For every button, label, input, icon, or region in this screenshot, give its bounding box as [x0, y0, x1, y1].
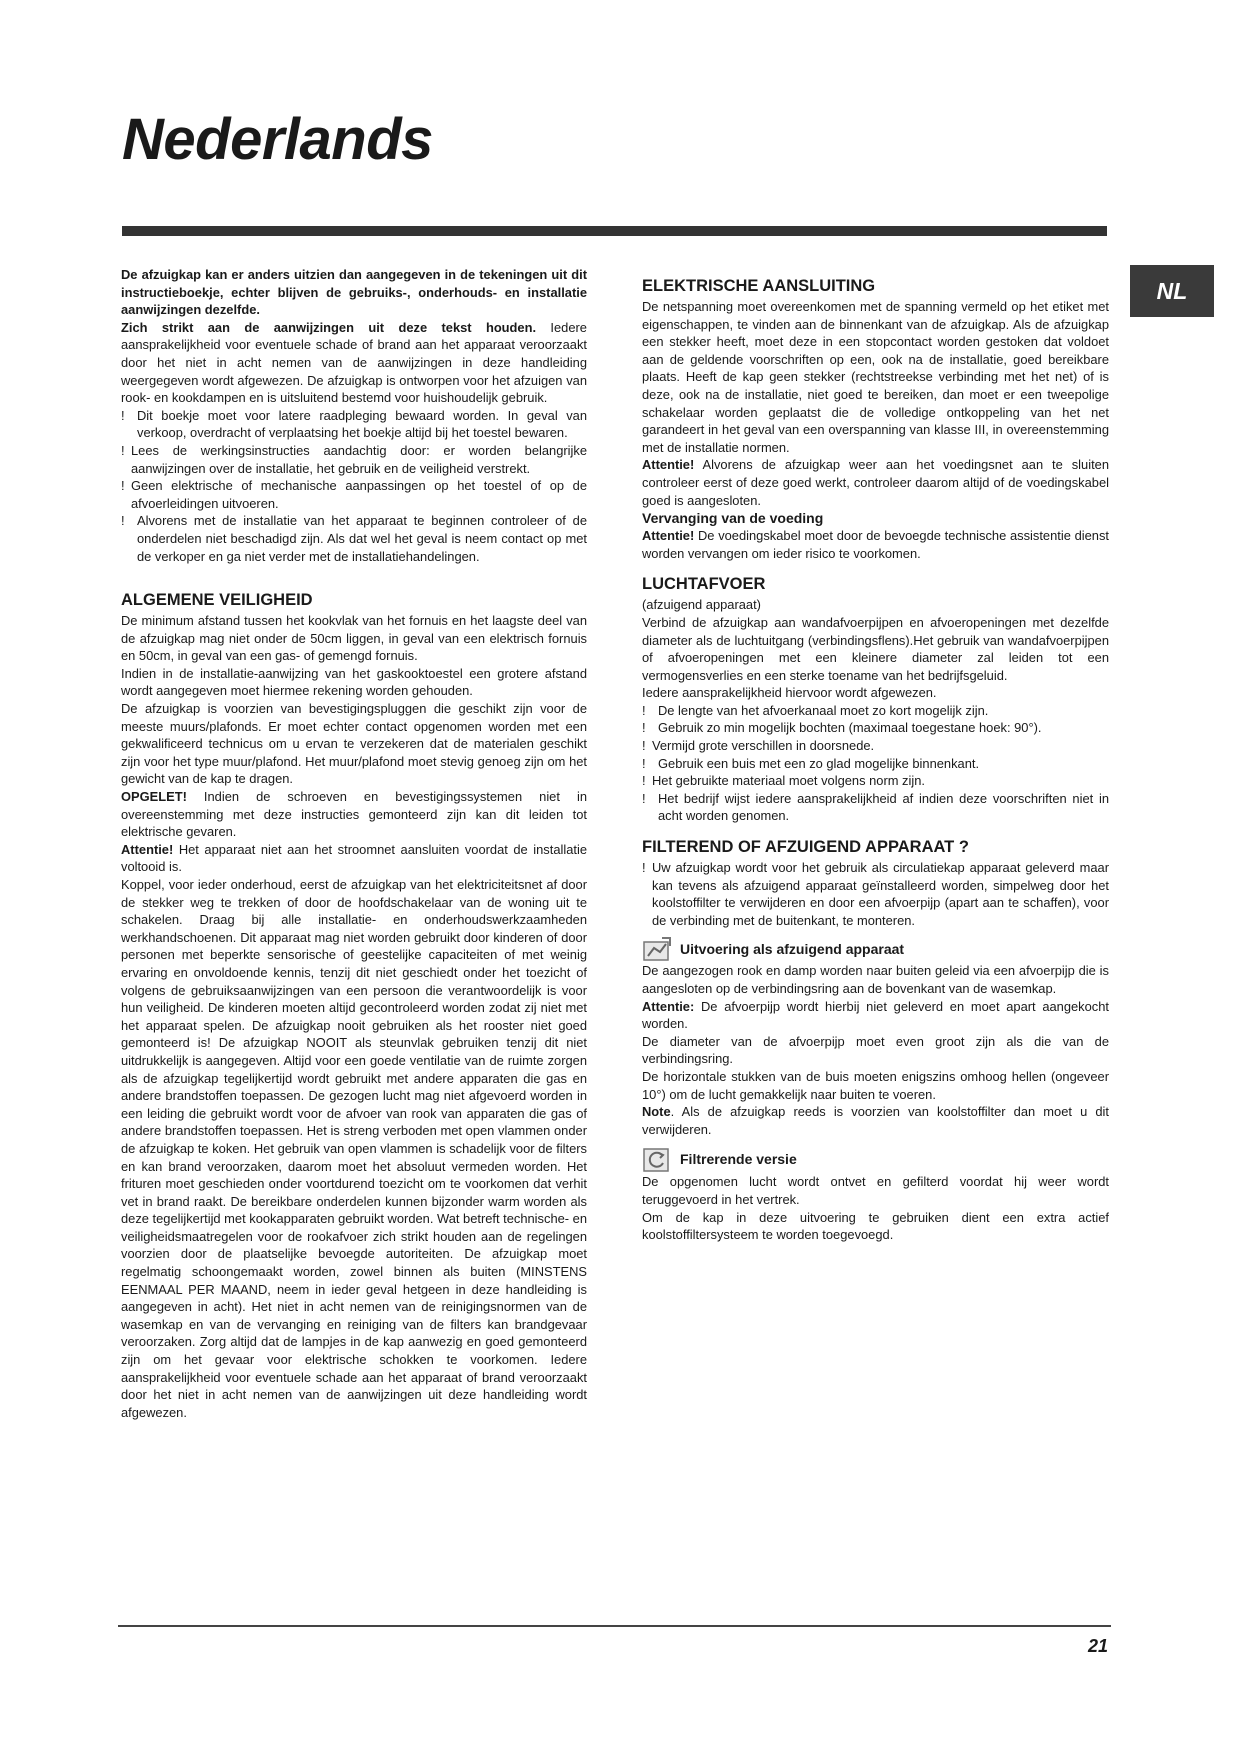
- section-heading-exhaust: LUCHTAFVOER: [642, 575, 766, 594]
- attentie-text: Alvorens de afzuigkap weer aan het voedingsnet aan te sluiten controleer eerst of deze goed werkt, controleer daarom altijd of de voedingskabel goed is aangesloten.: [642, 457, 1109, 508]
- warning-mark: !: [121, 442, 125, 458]
- extraction-paragraph: De diameter van de afvoerpijp moet even groot zijn als die van de verbindingsring.: [642, 1033, 1109, 1067]
- section-heading-filter: FILTEREND OF AFZUIGEND APPARAAT ?: [642, 838, 969, 857]
- list-item: [642, 702, 1109, 720]
- warning-text: Dit boekje moet voor latere raadpleging bewaard worden. In geval van verkoop, overdracht of verplaatsing het boekje altijd bij het toestel bewaren.: [137, 407, 587, 441]
- exhaust-subtitle: (afzuigend apparaat): [642, 597, 761, 613]
- safety-paragraph: De minimum afstand tussen het kookvlak van het fornuis en het laagste deel van de afzuigkap mag niet onder de 50cm liggen, in geval van een elektrisch fornuis en 50cm, in geval van een gas- of gemengd fornuis.: [121, 613, 587, 664]
- attentie-text: Het apparaat niet aan het stroomnet aansluiten voordat de installatie voltooid is.: [121, 841, 587, 875]
- electric-paragraph: De netspanning moet overeenkomen met de spanning vermeld op het etiket met eigenschappen, te vinden aan de binnenkant van de afzuigkap. Als de afzuigkap een stekker heeft, moet deze in een stopcontact worden gestoken dat voldoet aan de geldende voorschriften op een, ook na de installatie, goed bereikbare plaats. Heeft de kap geen stekker (rechtstreekse verbinding met het net) of is deze, ook na de installatie, niet goed te bereiken, dan moet er een tweepolige schakelaar worden geplaatst die de volledige ontkoppeling van het net garandeert in het geval van een overspanning van klasse III, in overeenstemming met de installatie normen.: [642, 299, 1109, 455]
- page-number: 21: [1087, 1636, 1108, 1656]
- attentie-text: De voedingskabel moet door de bevoegde technische assistentie dienst worden vervangen om ieder risico te voorkomen.: [642, 528, 1109, 561]
- opgelet-text: Indien de schroeven en bevestigingssystemen niet in overeenstemming met deze instructies gemonteerd zijn kan dit leiden tot elektrische gevaren.: [121, 789, 587, 840]
- list-mark: !: [642, 773, 646, 789]
- attentie-label: Attentie!: [642, 528, 695, 544]
- warning-text: Alvorens met de installatie van het apparaat te beginnen controleer of de onderdelen niet beschadigd zijn. Als dat wel het geval is neem contact op met de verkoper en ga niet verder met de installatiehandelingen.: [137, 513, 587, 564]
- warning-text: Geen elektrische of mechanische aanpassingen op het toestel of op de afvoerleidingen uitvoeren.: [131, 478, 587, 511]
- intro-bold: De afzuigkap kan er anders uitzien dan aangegeven in de tekeningen uit dit instructieboekje, echter blijven de gebruiks-, onderhouds- en installatie aanwijzingen dezelfde.: [121, 267, 587, 318]
- spacer: [642, 825, 1109, 837]
- filter-title: Filtrerende versie: [680, 1151, 797, 1168]
- warning-item: [121, 512, 587, 565]
- extraction-title: Uitvoering als afzuigend apparaat: [680, 941, 905, 958]
- opgelet-paragraph: [121, 788, 587, 841]
- list-item: [642, 755, 1109, 773]
- list-item: [642, 737, 1109, 755]
- extraction-attentie: [642, 998, 1109, 1033]
- language-tab: NL: [1130, 265, 1214, 317]
- section-heading-safety: ALGEMENE VEILIGHEID: [121, 591, 313, 610]
- list-mark: !: [642, 738, 646, 754]
- section-heading-electric: ELEKTRISCHE AANSLUITING: [642, 277, 876, 295]
- warning-item: [121, 442, 587, 477]
- spacer: [642, 562, 1109, 574]
- warning-item: [121, 477, 587, 512]
- attentie-label: Attentie!: [121, 841, 174, 857]
- extraction-mode-icon: [642, 936, 672, 962]
- list-item: [642, 790, 1109, 825]
- safety-paragraph: De afzuigkap is voorzien van bevestigingspluggen die geschikt zijn voor de meeste muurs/plafonds. Er moet echter contact opgenomen worden met een gekwalificeerd technicus om u ervan te verzekeren dat de materialen geschikt zijn voor het type muur/plafond. Het muur/plafond moet stevig genoeg zijn om het gewicht van de kap te dragen.: [121, 701, 587, 787]
- warning-mark: !: [121, 513, 125, 529]
- extraction-subheading: [642, 936, 1109, 962]
- list-mark: !: [642, 860, 646, 876]
- exhaust-paragraph: Iedere aansprakelijkheid hiervoor wordt afgewezen.: [642, 685, 937, 701]
- exhaust-list: [642, 702, 1109, 825]
- power-replacement-paragraph: [642, 527, 1109, 562]
- filter-paragraph: De opgenomen lucht wordt ontvet en gefilterd voordat hij weer wordt teruggevoerd in het vertrek.: [642, 1174, 1109, 1207]
- exhaust-paragraph: Verbind de afzuigkap aan wandafvoerpijpen en afvoeropeningen met dezelfde diameter als de luchtuitgang (verbindingsflens).Het gebruik van wandafvoerpijpen of afvoeropeningen met een kleinere diameter zal leiden tot een vermogensverlies en een sterke toename van het bedrijfsgeluid.: [642, 614, 1109, 683]
- list-item: [642, 719, 1109, 737]
- extraction-paragraph: De aangezogen rook en damp worden naar buiten geleid via een afvoerpijp die is aangesloten op de verbindingsring aan de bovenkant van de wasemkap.: [642, 963, 1109, 996]
- list-mark: !: [642, 790, 646, 806]
- warning-list: [121, 407, 587, 565]
- electric-attentie: [642, 456, 1109, 509]
- safety-long-paragraph: Koppel, voor ieder onderhoud, eerst de afzuigkap van het elektriciteitsnet af door de stekker weg te trekken of door de hoofdschakelaar van de woning uit te schakelen. Draag bij alle installatie- en onderhoudswerkzaamheden werkhandschoenen. Dit apparaat mag niet worden gebruikt door kinderen of door personen met beperkte sensorische of geestelijke capaciteiten of met weinig ervaring en onvoldoende kennis, tenzij dit niet geschiedt onder het toezicht of volgens de gebruiksaanwijzingen van een persoon die verantwoordelijk is voor hun veiligheid. De kinderen moeten altijd gecontroleerd worden zodat zij niet met het apparaat spelen. De afzuigkap nooit gebruiken als het rooster niet goed gemonteerd is! De afzuigkap NOOIT als steunvlak gebruiken tenzij dit niet uitdrukkelijk is aangegeven. Altijd voor een goede ventilatie van de ruimte zorgen als de afzuigkap tegelijkertijd wordt gebruikt met andere apparaten die gas en andere brandstoffen toepassen. De gezogen lucht mag niet afgevoerd worden in een leiding die gebruikt wordt voor de afvoer van rook van apparaten die gas of andere brandstoffen toepassen. Het is streng verboden met open vlammen onder de afzuigkap te koken. Het gebruik van open vlammen is schadelijk voor de filters en kan brand veroorzaken, daarom moet het absoluut vermeden worden. Het frituren moet geschieden onder voortdurend toezicht om te voorkomen dat verhit vet in brand raakt. De bereikbare onderdelen kunnen bijzonder warm worden als deze tegelijkertijd met kookapparaten gebruikt worden. Wat betreft technische- en veiligheidsmaatregelen voor de rookafvoer zich strikt houden aan de regelingen voorzien door de plaatselijke bevoegde autoriteiten. De afzuigkap moet regelmatig schoongemaakt worden, zowel binnen als buiten (MINSTENS EENMAAL PER MAAND, neem in ieder geval hetgeen in deze handleiding is aangegeven in acht). Het niet in acht nemen van de reinigingsnormen van de wasemkap en van de vervanging en reiniging van de filters kan brandgevaar veroorzaken. Zorg altijd dat de lampjes in de kap aanwezig en goed gemonteerd zijn om het gevaar voor elektrische schokken te voorkomen. Iedere aansprakelijkheid voor eventuele schade aan het apparaat of brand veroorzaakt door het niet in acht nemen van de aanwijzingen uit deze handleiding wordt afgewezen.: [121, 877, 587, 1420]
- list-item: [642, 772, 1109, 790]
- extraction-note: [642, 1103, 1109, 1138]
- list-text: Het bedrijf wijst iedere aansprakelijkheid af indien deze voorschriften niet in acht worden genomen.: [658, 790, 1109, 824]
- list-text: Gebruik een buis met een zo glad mogelijke binnenkant.: [658, 755, 980, 771]
- intro-rest: Iedere aansprakelijkheid voor eventuele schade of brand aan het apparaat veroorzaakt door het niet in acht nemen van de aanwijzingen in deze handleiding weergegeven wordt afgewezen. De afzuigkap is ontworpen voor het afzuigen van rook- en kookdampen en is uitsluitend bestemd voor huishoudelijk gebruik.: [121, 319, 587, 406]
- intro-paragraph: [121, 319, 587, 407]
- spacer: [121, 565, 587, 590]
- warning-text: Lees de werkingsinstructies aandachtig door: er worden belangrijke aanwijzingen over de installatie, het gebruik en de veiligheid verstrekt.: [131, 442, 587, 476]
- note-text: . Als de afzuigkap reeds is voorzien van koolstoffilter dan moet u dit verwijderen.: [642, 1104, 1109, 1137]
- list-text: De lengte van het afvoerkanaal moet zo kort mogelijk zijn.: [658, 702, 989, 718]
- filter-paragraph: Om de kap in deze uitvoering te gebruiken dient een extra actief koolstoffiltersysteem te worden toegevoegd.: [642, 1209, 1109, 1243]
- attentie-label: Attentie!: [642, 457, 695, 473]
- list-text: Het gebruikte materiaal moet volgens norm zijn.: [652, 773, 925, 789]
- list-mark: !: [642, 702, 646, 718]
- page-title: Nederlands: [122, 107, 433, 172]
- list-mark: !: [642, 720, 646, 736]
- filter-intro-text: Uw afzuigkap wordt voor het gebruik als circulatiekap apparaat geleverd maar kan tevens als afzuigend apparaat geïnstalleerd worden, simpelweg door het koolstoffilter te verwijderen en door een afvoerpijp (apart aan te schaffen), voor de verbinding met de buitenkant, te monteren.: [652, 860, 1109, 928]
- opgelet-label: OPGELET!: [121, 789, 187, 805]
- list-mark: !: [642, 755, 646, 771]
- list-text: Gebruik zo min mogelijk bochten (maximaal toegestane hoek: 90°).: [658, 720, 1042, 736]
- warning-mark: !: [121, 407, 125, 423]
- intro-strong: Zich strikt aan de aanwijzingen uit deze tekst houden.: [121, 319, 537, 335]
- right-column: [642, 276, 1109, 1244]
- extraction-paragraph: De horizontale stukken van de buis moeten enigszins omhoog hellen (ongeveer 10°) om de lucht gemakkelijk naar buiten te voeren.: [642, 1068, 1109, 1102]
- filter-subheading: [642, 1145, 1109, 1173]
- attentie-text: De afvoerpijp wordt hierbij niet geleverd en moet apart aangekocht worden.: [642, 998, 1109, 1032]
- attentie-label: Attentie:: [642, 998, 695, 1014]
- warning-item: [121, 407, 587, 442]
- subheading-power-replacement: Vervanging van de voeding: [642, 510, 824, 527]
- warning-mark: !: [121, 478, 125, 494]
- note-label: Note: [642, 1104, 671, 1120]
- footer-divider: [118, 1625, 1111, 1627]
- title-divider: [122, 226, 1107, 236]
- safety-paragraph: Indien in de installatie-aanwijzing van het gaskooktoestel een grotere afstand wordt aangegeven moet hiermee rekening worden gehouden.: [121, 665, 587, 699]
- attentie-paragraph: [121, 841, 587, 876]
- list-text: Vermijd grote verschillen in doorsnede.: [652, 738, 875, 754]
- filter-intro: [642, 859, 1109, 929]
- left-column: [121, 266, 587, 1421]
- filter-mode-icon: [642, 1145, 672, 1173]
